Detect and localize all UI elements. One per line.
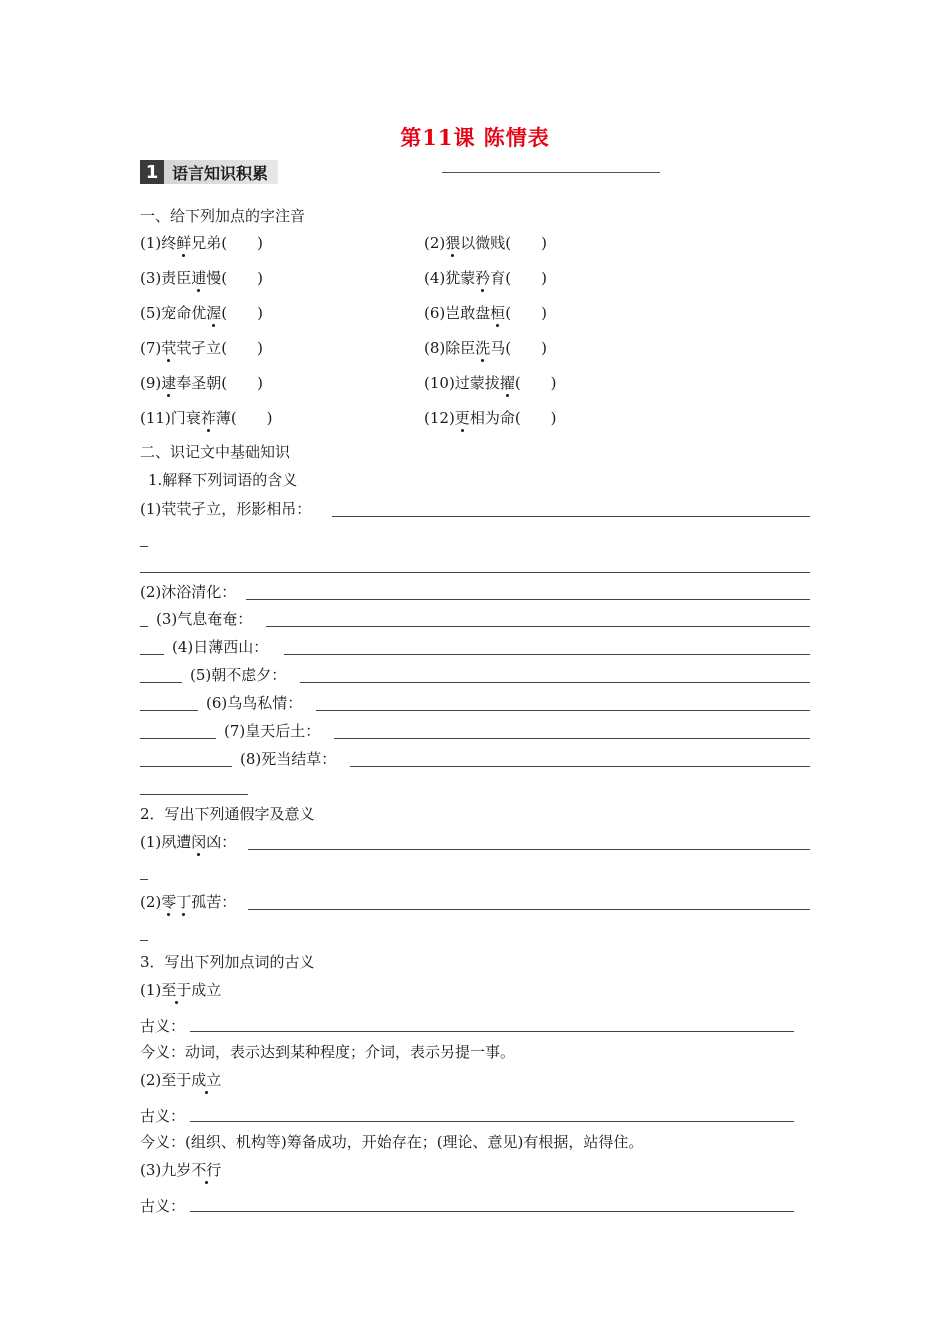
page-title: 第11课 陈情表: [400, 125, 550, 150]
section-label: 语言知识积累: [164, 160, 278, 184]
answer-line[interactable]: [140, 682, 182, 683]
q1-item: [140, 268, 263, 288]
q2-sub1-item-7: (7)皇天后土：: [224, 722, 321, 740]
q1-item-text: 门衰: [170, 409, 201, 427]
q1-item: [140, 373, 263, 393]
answer-line[interactable]: [284, 654, 810, 655]
answer-line[interactable]: [190, 1121, 794, 1122]
q1-item-text: (1): [140, 234, 162, 252]
q1-item-text: (9): [140, 374, 162, 392]
q1-item: [140, 303, 263, 323]
q1-item-text: 薄( ): [215, 409, 273, 427]
answer-line[interactable]: [140, 794, 248, 795]
q2-sub3-item-3: (3)九岁不行: [140, 1161, 222, 1179]
q1-item: [140, 408, 273, 428]
q2-sub1-item-2: (2)沐浴清化：: [140, 583, 237, 601]
modern-meaning-2: 今义：(组织、机构等)筹备成功，开始存在；(理论、意见)有根据，站得住。: [140, 1133, 644, 1151]
answer-line[interactable]: [140, 879, 148, 880]
dotted-char: 更: [454, 409, 470, 427]
q1-item-text: (7): [140, 339, 162, 357]
ancient-label-2: 古义：: [140, 1107, 186, 1125]
q2-sub3-heading: 3．写出下列加点词的古义: [140, 953, 315, 971]
q1-item-text: (3): [140, 269, 162, 287]
q1-item: [140, 233, 263, 253]
q2-sub1-item-4: (4)日薄西山：: [172, 638, 269, 656]
q1-item-text: 慢( ): [206, 269, 263, 287]
answer-line[interactable]: [266, 626, 810, 627]
dotted-char: 矜: [475, 269, 491, 287]
q1-item: [424, 233, 547, 253]
answer-line[interactable]: [140, 626, 148, 627]
q1-item-text: (6): [424, 304, 446, 322]
q2-sub1-item-3: (3)气息奄奄：: [156, 610, 253, 628]
dotted-char: 桓: [490, 304, 506, 322]
q1-item-text: 除臣: [445, 339, 476, 357]
answer-line[interactable]: [140, 738, 216, 739]
q1-item: [424, 373, 557, 393]
modern-meaning-1: 今义：动词，表示达到某种程度；介词，表示另提一事。: [140, 1043, 516, 1061]
q1-item-text: (10): [424, 374, 455, 392]
dotted-char: 祚: [200, 409, 216, 427]
q1-item-text: 终: [161, 234, 177, 252]
q2-sub1-item-5: (5)朝不虑夕：: [190, 666, 287, 684]
q1-item-text: 茕孑立( ): [176, 339, 263, 357]
dotted-char: 逮: [161, 374, 177, 392]
section-header: [140, 160, 278, 184]
answer-line[interactable]: [334, 738, 810, 739]
answer-line[interactable]: [246, 599, 810, 600]
answer-line[interactable]: [140, 940, 148, 941]
section-number: 1: [140, 160, 164, 184]
q1-item: [424, 303, 547, 323]
answer-line[interactable]: [350, 766, 810, 767]
q1-item-text: 责臣: [161, 269, 192, 287]
q2-sub1-item-1: (1)茕茕孑立，形影相吊：: [140, 500, 312, 518]
answer-line[interactable]: [316, 710, 810, 711]
answer-line[interactable]: [140, 546, 148, 547]
ancient-label-3: 古义：: [140, 1197, 186, 1215]
q1-item: [424, 408, 557, 428]
answer-line[interactable]: [248, 849, 810, 850]
q2-heading: 二、识记文中基础知识: [140, 443, 291, 461]
q1-item-text: (8): [424, 339, 446, 357]
q1-item-text: 奉圣朝( ): [176, 374, 263, 392]
dotted-char: 茕: [161, 339, 177, 357]
q1-item: [424, 338, 547, 358]
q2-sub3-item-2: (2)至于成立: [140, 1071, 222, 1089]
dotted-char: 鲜: [176, 234, 192, 252]
q1-item-text: ( ): [221, 304, 263, 322]
q2-sub3-item-1: (1)至于成立: [140, 981, 222, 999]
q1-item-text: 育( ): [490, 269, 547, 287]
answer-line[interactable]: [140, 654, 164, 655]
answer-line[interactable]: [140, 710, 198, 711]
dotted-char: 猥: [445, 234, 461, 252]
dotted-char: 洗: [475, 339, 491, 357]
q1-item-text: ( ): [514, 374, 557, 392]
q1-item-text: 兄弟( ): [191, 234, 263, 252]
q1-item-text: 过蒙拔: [454, 374, 500, 392]
q1-item-text: (4): [424, 269, 446, 287]
q1-item: [140, 338, 263, 358]
q1-item-text: 相为命( ): [469, 409, 557, 427]
q2-sub1-item-6: (6)乌鸟私情：: [206, 694, 303, 712]
section-divider: [442, 172, 660, 173]
q1-item-text: 宠命优: [161, 304, 207, 322]
q1-item-text: (11): [140, 409, 171, 427]
q1-item: [424, 268, 547, 288]
answer-line[interactable]: [140, 766, 232, 767]
dotted-char: 逋: [191, 269, 207, 287]
q1-item-text: 以微贱( ): [460, 234, 547, 252]
answer-line[interactable]: [140, 572, 810, 573]
q1-item-text: ( ): [505, 304, 547, 322]
q1-item-text: (12): [424, 409, 455, 427]
q2-sub1-heading: 1.解释下列词语的含义: [148, 471, 298, 489]
dotted-char: 渥: [206, 304, 222, 322]
q2-sub2-heading: 2．写出下列通假字及意义: [140, 805, 315, 823]
answer-line[interactable]: [190, 1211, 794, 1212]
q1-item-text: (5): [140, 304, 162, 322]
answer-line[interactable]: [190, 1031, 794, 1032]
q2-sub1-item-8: (8)死当结草：: [240, 750, 337, 768]
answer-line[interactable]: [248, 909, 810, 910]
q1-item-text: 岂敢盘: [445, 304, 491, 322]
q1-item-text: 马( ): [490, 339, 547, 357]
q1-heading: 一、给下列加点的字注音: [140, 207, 306, 225]
q2-sub2-item-1: (1)夙遭闵凶：: [140, 833, 237, 851]
dotted-char: 擢: [499, 374, 515, 392]
ancient-label-1: 古义：: [140, 1017, 186, 1035]
answer-line[interactable]: [332, 516, 810, 517]
answer-line[interactable]: [300, 682, 810, 683]
q1-item-text: 犹蒙: [445, 269, 476, 287]
q1-item-text: (2): [424, 234, 446, 252]
q2-sub2-item-2: (2)零丁孤苦：: [140, 893, 237, 911]
